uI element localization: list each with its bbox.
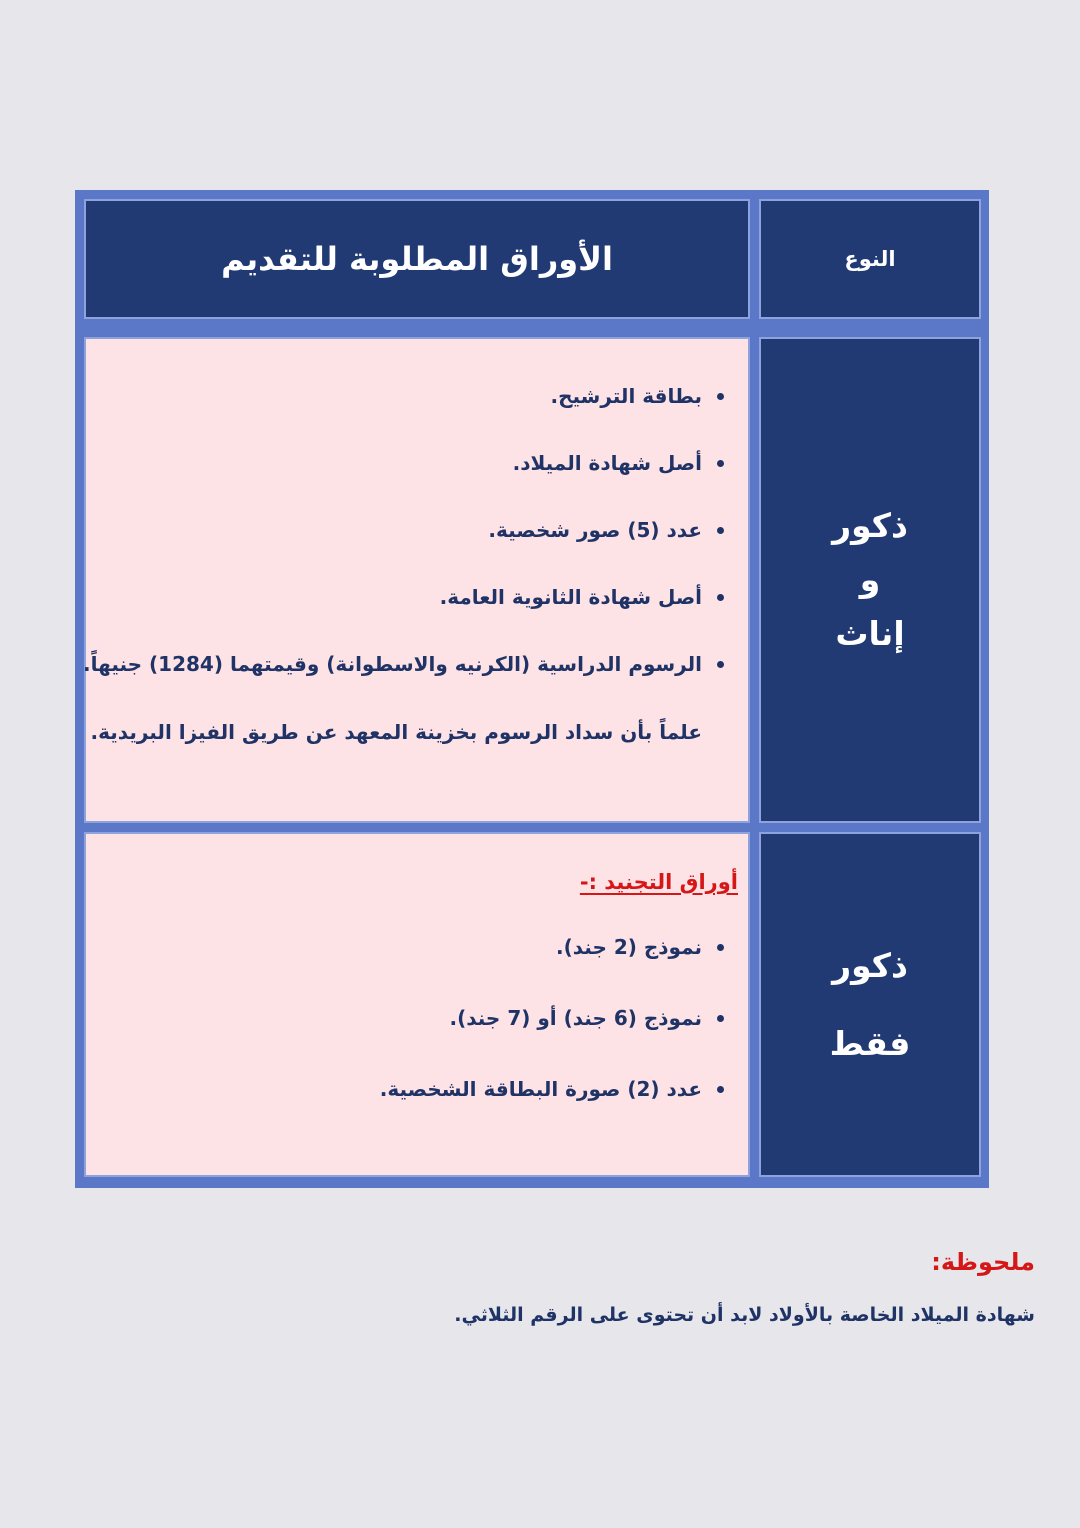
footnote-text: شهادة الميلاد الخاصة بالأولاد لابد أن تحتوى على الرقم الثلاثي.	[454, 1304, 1035, 1326]
list-item: أصل شهادة الميلاد.	[94, 448, 726, 515]
row1-type-cell	[759, 337, 981, 823]
fees-payment-note: علماً بأن سداد الرسوم بخزينة المعهد عن طريق الفيزا البريدية.	[90, 720, 702, 744]
list-item: عدد (2) صورة البطاقة الشخصية.	[94, 1074, 726, 1145]
row1-documents-cell	[84, 337, 750, 823]
header-type-label: النوع	[844, 247, 896, 271]
requirements-table	[75, 190, 989, 1188]
list-item: أصل شهادة الثانوية العامة.	[94, 582, 726, 649]
row1-type-label	[832, 499, 908, 661]
list-item: بطاقة الترشيح.	[94, 381, 726, 448]
row2-type-line: فقط	[829, 1023, 911, 1063]
list-item: نموذج (6 جند) أو (7 جند).	[94, 1003, 726, 1074]
header-title-cell	[84, 199, 750, 319]
row1-documents-list	[83, 381, 726, 716]
row1-type-line: و	[859, 560, 881, 599]
military-papers-heading: أوراق التجنيد :-	[579, 870, 738, 894]
list-item: نموذج (2 جند).	[94, 932, 726, 1003]
row2-documents-list	[94, 932, 726, 1145]
row2-type-line: ذكور	[832, 945, 908, 985]
row1-type-line: إناث	[835, 614, 905, 653]
header-type-cell	[759, 199, 981, 319]
footnote-title: ملحوظة:	[931, 1248, 1035, 1276]
row2-documents-cell	[84, 832, 750, 1177]
row2-type-cell	[759, 832, 981, 1177]
header-title: الأوراق المطلوبة للتقديم	[221, 240, 613, 278]
list-item: عدد (5) صور شخصية.	[94, 515, 726, 582]
row1-type-line: ذكور	[832, 506, 908, 545]
row2-type-label	[830, 927, 911, 1083]
list-item: الرسوم الدراسية (الكرنيه والاسطوانة) وقيمتهما (1284) جنيهاً.	[94, 649, 726, 716]
